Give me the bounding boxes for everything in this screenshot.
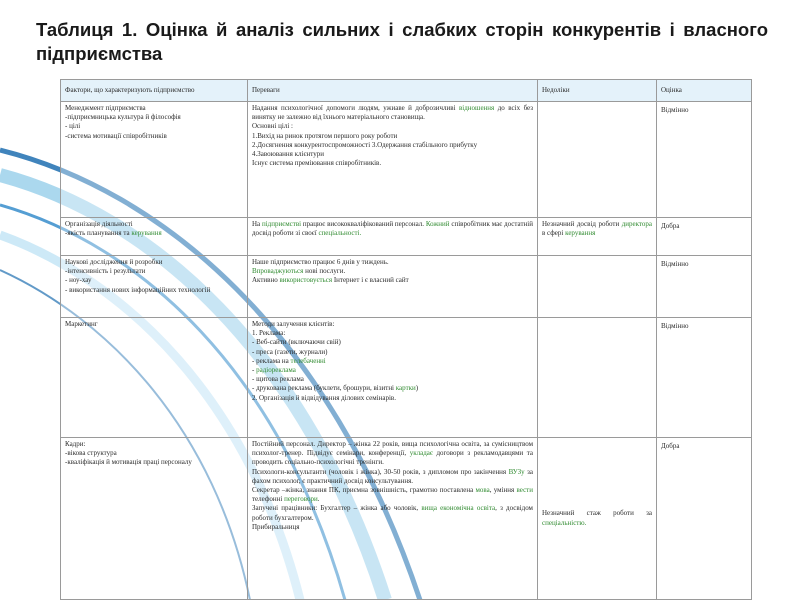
text-segment: , з досвідом роботи бухгалтером. [252,504,533,522]
cell-line [65,320,243,329]
highlighted-term: використовується [279,276,333,285]
text-segment: Організація діяльності [65,220,133,228]
text-segment: - ноу-хау [65,276,92,285]
text-segment: телефонні [252,495,285,504]
cell-line [252,504,533,522]
text-segment: Активно [252,276,280,285]
page-title: Таблиця 1. Оцінка й аналіз сильних і слабких сторін конкурентів і власного підприємства [36,19,768,64]
highlighted-term: телебаченні [290,356,326,365]
table-row [61,218,752,256]
cell-line [65,458,243,467]
highlighted-term: вища економічна освіта [421,504,496,513]
cell-line [252,276,533,285]
advantages-cell [248,218,538,256]
text-segment: Незначний досвід роботи [542,220,622,228]
rating-cell [657,256,752,318]
text-segment: до всіх без винятку не залежно від їхнього матеріального становища. [252,104,533,122]
text-segment: Методи залучення клієнтів: [252,320,335,328]
rating-value: Добра [661,442,680,450]
text-segment: - цілі [65,122,81,131]
text-segment: Кадри: [65,440,86,448]
cell-line [252,394,533,403]
text-segment: -система мотивації співробітників [65,131,167,140]
text-segment: працює висококваліфікований персонал. [301,220,426,228]
text-segment: Менеджмент підприємства [65,104,146,112]
cell-line [252,104,533,122]
analysis-table [60,79,752,600]
cell-line [65,276,243,285]
cell-line [252,320,533,329]
cell-line [252,258,533,267]
highlighted-term: керування [131,229,162,238]
advantages-cell [248,256,538,318]
text-segment: 2. Організація й відвідування ділових семінарів. [252,393,396,402]
rating-cell [657,318,752,438]
disadvantages-cell [538,318,657,438]
text-segment: 1. Реклама: [252,329,286,338]
header-advantages: Переваги [248,80,538,102]
text-segment: Існує система преміювання співробітників. [252,159,382,168]
text-segment: , уміння [489,486,517,495]
cell-line [542,509,652,527]
highlighted-term: підприємстві [261,220,302,228]
cell-line [252,159,533,168]
rating-value: Відмінно [661,322,689,330]
text-segment: 1.Вихід на ринок протягом першого року роботи [252,131,398,140]
cell-line [65,267,243,276]
cell-line [252,150,533,159]
text-segment: нові послуги. [303,267,346,276]
cell-line [252,132,533,141]
highlighted-term: директора [621,220,652,228]
highlighted-term: Кожний [425,220,450,228]
cell-line [252,486,533,504]
cell-line [65,113,243,122]
text-segment: Незначний стаж роботи за [542,509,652,518]
factor-cell [61,218,248,256]
rating-value: Відмінно [661,260,689,268]
disadvantages-cell [538,102,657,218]
text-segment: Прибиральниця [252,522,300,531]
cell-line [252,141,533,150]
cell-line [252,523,533,532]
text-segment: Запучені працівники: Бухгалтер – жінка або чоловік, [252,504,422,513]
text-segment: Основні цілі : [252,122,293,131]
text-segment: На [252,220,262,228]
header-rating: Оцінка [657,80,752,102]
text-segment: 4.Завоювання клієнтури [252,150,324,159]
highlighted-term: укладає [409,449,433,458]
text-segment: -якість планування та [65,229,132,238]
text-segment: -інтенсивність і результати [65,267,146,276]
text-segment: Психологи-консультанти (чоловік і жінка), 30-50 років, з дипломом про закінчення [252,467,509,476]
cell-line [252,375,533,384]
text-segment: Маркетинг [65,320,98,328]
advantages-cell [248,102,538,218]
text-segment: 2.Досягнення конкурентоспроможності 3.Одержання стабільного прибутку [252,140,478,149]
text-segment: ) [415,384,419,393]
cell-line [252,348,533,357]
factor-cell [61,438,248,600]
cell-line [252,220,533,238]
cell-line [252,329,533,338]
disadvantages-cell [538,438,657,600]
rating-cell [657,102,752,218]
highlighted-term: Впроваджуються [252,267,304,276]
text-segment: договори з рекламодавцями та проводить соціально-психологічні тренінги. [252,449,533,467]
text-segment: Надання психологічної допомоги людям, ужиаве й доброзичливі [252,104,459,112]
text-segment: -підприємницька культура й філософія [65,113,181,122]
highlighted-term: керування [565,229,596,238]
text-segment: - щитова реклама [252,375,304,384]
cell-line [65,104,243,113]
factor-cell [61,318,248,438]
cell-line [252,122,533,131]
cell-line [252,357,533,366]
cell-line [252,468,533,486]
header-factors: Фактори, що характеризують підприємство [61,80,248,102]
text-segment: - використання нових інформаційних технологій [65,285,211,294]
table-row [61,438,752,600]
cell-line [65,220,243,229]
text-segment: Наукові дослідження й розробки [65,258,163,266]
cell-line [252,366,533,375]
text-segment: Наше підприємство працює 6 днів у тиждень. [252,258,389,266]
table-row [61,318,752,438]
table-row [61,102,752,218]
highlighted-term: картки [395,384,416,393]
header-disadvantages: Недоліки [538,80,657,102]
factor-cell [61,256,248,318]
advantages-cell [248,318,538,438]
rating-value: Добра [661,222,680,230]
cell-line [65,229,243,238]
highlighted-term: спеціальністю. [542,518,587,527]
text-segment: Інтернет і є власний сайт [332,276,409,285]
cell-line [252,267,533,276]
cell-line [65,258,243,267]
text-segment: - реклама на [252,356,291,365]
table-row [61,256,752,318]
cell-line [65,440,243,449]
factor-cell [61,102,248,218]
table-header-row [61,80,752,102]
text-segment: співробітник має достатній досвід роботи зі своєї [252,220,533,238]
text-segment: -вікова структура [65,449,117,458]
cell-line [252,338,533,347]
text-segment: - преса (газети, журнали) [252,347,328,356]
highlighted-term: спеціальності. [318,229,362,238]
text-segment: Постійний персонал. Директор – жінка 22 років, вища психологічна освіта, за сумісництвом психолог-тренер. Підвідує семінари, конференції, [252,440,533,458]
text-segment: в сфері [542,229,566,238]
highlighted-term: радіореклама [256,366,296,375]
rating-cell [657,438,752,600]
highlighted-term: переговори [284,495,318,504]
highlighted-term: вести [516,486,533,495]
highlighted-term: ВУЗу [508,467,525,476]
text-segment: - Веб-сайти (включаючи свій) [252,338,341,347]
cell-line [65,132,243,141]
highlighted-term: відношення [459,104,495,112]
disadvantages-cell [538,218,657,256]
highlighted-term: мова [475,486,490,495]
rating-value: Відмінно [661,106,689,114]
text-segment: за фахом психолог, є практичний досвід консультування. [252,467,534,485]
cell-line [65,122,243,131]
cell-line [252,384,533,393]
cell-line [542,220,652,238]
text-segment: - друкована реклама (буклети, брошури, візитні [252,384,396,393]
text-segment: -кваліфікація й мотивація праці персоналу [65,458,192,467]
disadvantages-cell [538,256,657,318]
cell-line [65,286,243,295]
text-segment: Секретар –жінка, знання ПК, приємна зовнішність, грамотно поставлена [252,486,476,495]
text-segment: - [252,366,257,375]
cell-line [252,440,533,468]
text-segment: . [317,495,320,504]
advantages-cell [248,438,538,600]
rating-cell [657,218,752,256]
cell-line [65,449,243,458]
